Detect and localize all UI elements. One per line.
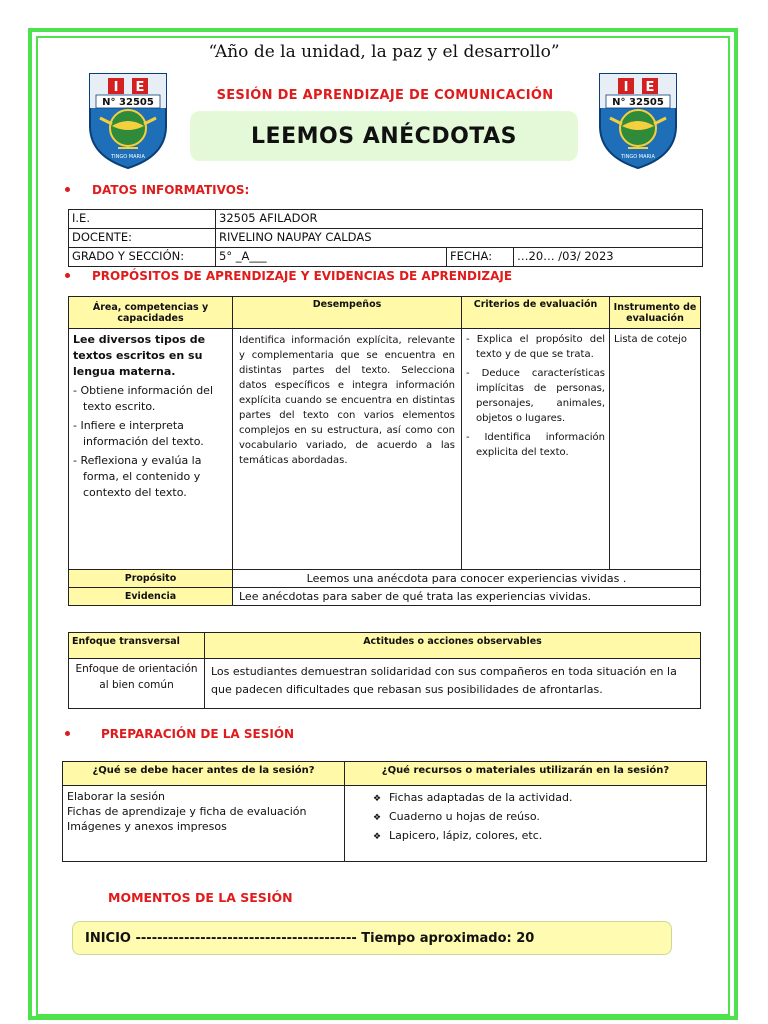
- inicio-dashes: -----------------------------------------: [135, 930, 357, 946]
- grado-value: 5° _A___: [216, 248, 447, 267]
- diamond-bullet-icon: ❖: [373, 832, 382, 842]
- fecha-value: …20… /03/ 2023: [514, 248, 703, 267]
- list-item: - Deduce características implícitas de personas, personajes, animales, objetos o lugares.: [466, 368, 605, 424]
- propositos-table: [68, 296, 701, 606]
- enfoque-header: Enfoque transversal: [69, 633, 205, 659]
- acciones-header: Actitudes o acciones observables: [205, 633, 701, 659]
- table-row: [69, 588, 701, 606]
- table-row: [69, 229, 703, 248]
- evidencia-label: Evidencia: [69, 588, 233, 606]
- school-logo-left: [80, 68, 176, 170]
- enfoque-value: Enfoque de orientación al bien común: [69, 659, 205, 709]
- competencia-cell: [69, 329, 233, 570]
- table-header-row: [69, 633, 701, 659]
- docente-label: DOCENTE:: [69, 229, 216, 248]
- table-row: [69, 329, 701, 570]
- datos-table: [68, 209, 703, 267]
- table-header-row: [69, 297, 701, 329]
- list-item: ❖ Lapicero, lápiz, colores, etc.: [373, 827, 702, 846]
- antes-header: ¿Qué se debe hacer antes de la sesión?: [63, 762, 345, 786]
- antes-cell: [63, 786, 345, 862]
- col-header-instrumento: Instrumento de evaluación: [610, 297, 701, 329]
- preparacion-table: [62, 761, 707, 862]
- table-row: [69, 659, 701, 709]
- propositos-heading: PROPÓSITOS DE APRENDIZAJE Y EVIDENCIAS DE APRENDIZAJE: [92, 269, 512, 283]
- preparacion-heading: PREPARACIÓN DE LA SESIÓN: [101, 727, 294, 741]
- capacidades-list: [73, 383, 228, 501]
- list-item: - Obtiene información del texto escrito.: [73, 384, 214, 413]
- table-row: [63, 786, 707, 862]
- recursos-list: [373, 789, 702, 846]
- list-item: - Infiere e interpreta información del texto.: [73, 419, 204, 448]
- list-item: - Explica el propósito del texto y de que se trata.: [466, 334, 605, 360]
- tiempo-label: Tiempo aproximado: 20: [361, 930, 535, 946]
- list-item: Imágenes y anexos impresos: [67, 820, 227, 833]
- proposito-value: Leemos una anécdota para conocer experiencias vividas .: [233, 570, 701, 588]
- list-item: ❖ Fichas adaptadas de la actividad.: [373, 789, 702, 808]
- diamond-bullet-icon: ❖: [373, 794, 382, 804]
- inicio-bar: [72, 921, 672, 955]
- evidencia-value: Lee anécdotas para saber de qué trata las experiencias vividas.: [233, 588, 701, 606]
- col-header-desempenos: Desempeños: [233, 297, 462, 329]
- bullet-icon: [65, 273, 70, 278]
- list-item: - Reflexiona y evalúa la forma, el contenido y contexto del texto.: [73, 454, 202, 499]
- session-title: SESIÓN DE APRENDIZAJE DE COMUNICACIÓN: [216, 88, 554, 103]
- list-item: - Identifica información explicita del texto.: [466, 432, 605, 458]
- ie-value: 32505 AFILADOR: [216, 210, 703, 229]
- criterios-cell: [462, 329, 610, 570]
- main-title: LEEMOS ANÉCDOTAS: [190, 111, 578, 161]
- inicio-label: INICIO: [85, 930, 131, 946]
- competencia-text: Lee diversos tipos de textos escritos en su lengua materna.: [73, 333, 206, 378]
- col-header-criterios: Criterios de evaluación: [462, 297, 610, 329]
- logo-number: N° 32505: [102, 97, 154, 108]
- proposito-label: Propósito: [69, 570, 233, 588]
- diamond-bullet-icon: ❖: [373, 813, 382, 823]
- logo-number: N° 32505: [612, 97, 664, 108]
- school-logo-right: [590, 68, 686, 170]
- recursos-cell: [345, 786, 707, 862]
- svg-text:TINGO MARIA: TINGO MARIA: [111, 154, 145, 160]
- bullet-icon: [65, 731, 70, 736]
- table-header-row: [63, 762, 707, 786]
- year-motto: “Año de la unidad, la paz y el desarrollo”: [208, 42, 560, 62]
- logo-letter-e: E: [135, 80, 145, 95]
- table-row: [69, 210, 703, 229]
- svg-text:I: I: [623, 80, 629, 95]
- bullet-icon: [65, 187, 70, 192]
- acciones-value: Los estudiantes demuestran solidaridad con sus compañeros en toda situación en la que padecen dificultades que rebasan sus posibilidades de afrontarlas.: [205, 659, 701, 709]
- docente-value: RIVELINO NAUPAY CALDAS: [216, 229, 703, 248]
- fecha-label: FECHA:: [447, 248, 514, 267]
- enfoque-table: [68, 632, 701, 709]
- svg-text:TINGO MARIA: TINGO MARIA: [621, 154, 655, 160]
- criterios-list: [466, 332, 605, 460]
- momentos-heading: MOMENTOS DE LA SESIÓN: [108, 890, 293, 905]
- logo-letter-i: I: [113, 80, 119, 95]
- datos-heading: DATOS INFORMATIVOS:: [92, 183, 249, 197]
- list-item: ❖ Cuaderno u hojas de reúso.: [373, 808, 702, 827]
- desempenos-cell: Identifica información explícita, relevante y complementaria que se encuentra en distintas partes del texto. Selecciona datos específicos e integra información explícita cuando se encuentra en distintas partes del texto con varios elementos complejos en su estructura, así como con vocabulario variado, de acuerdo a las temáticas abordadas.: [233, 329, 462, 570]
- col-header-area: Área, competencias y capacidades: [69, 297, 233, 329]
- list-item: Elaborar la sesión: [67, 790, 166, 803]
- svg-text:E: E: [645, 80, 655, 95]
- table-row: [69, 248, 703, 267]
- list-item: Fichas de aprendizaje y ficha de evaluación: [67, 805, 307, 818]
- grado-label: GRADO Y SECCIÓN:: [69, 248, 216, 267]
- instrumento-cell: Lista de cotejo: [610, 329, 701, 570]
- recursos-header: ¿Qué recursos o materiales utilizarán en la sesión?: [345, 762, 707, 786]
- table-row: [69, 570, 701, 588]
- ie-label: I.E.: [69, 210, 216, 229]
